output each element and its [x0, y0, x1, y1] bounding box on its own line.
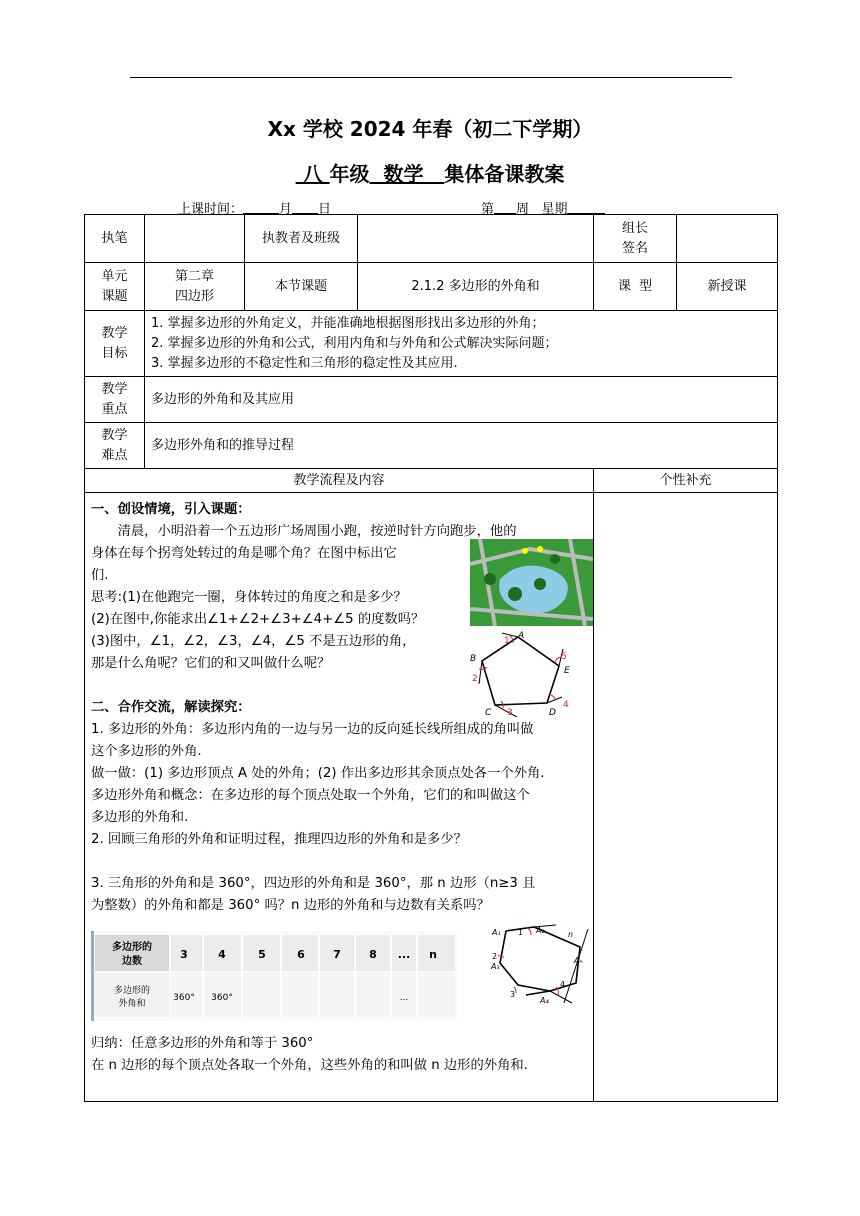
pentagon-figure	[467, 629, 582, 717]
table-row-label: 多边形的	[113, 986, 151, 996]
park-image	[470, 539, 593, 626]
teacher-class-value	[358, 215, 594, 263]
pentagon-label: 2	[472, 674, 478, 684]
header-rule	[130, 77, 732, 78]
s2-para: 这个多边形的外角.	[91, 744, 202, 759]
school-title: Xx 学校 2024 年春（初二下学期）	[267, 117, 593, 141]
s2-para: 做一做：(1) 多边形顶点 A 处的外角；(2) 作出多边形其余顶点处各一个外角.	[91, 766, 545, 781]
ngon-label: A₄	[540, 996, 549, 1005]
section2-title: 二、合作交流，解读探究：	[91, 700, 251, 715]
s2-para: 多边形的外角和.	[91, 810, 189, 825]
ngon-label: 1	[518, 928, 524, 937]
leader-sign-label: 组长 签名	[594, 215, 677, 263]
goal-item: 3. 掌握多边形的不稳定性和三角形的稳定性及其应用.	[151, 355, 458, 371]
leader-sign-value	[677, 215, 778, 263]
ngon-label: 4	[560, 980, 566, 989]
pentagon-label: 4	[563, 700, 569, 710]
s1-question: (3)图中，∠1，∠2，∠3，∠4，∠5 不是五边形的角，	[91, 634, 416, 649]
summary-line: 归纳：任意多边形的外角和等于 360°	[91, 1036, 314, 1051]
table-col: n	[429, 948, 437, 961]
table-header-label: 多边形的	[112, 942, 152, 953]
personal-content	[594, 493, 778, 1102]
unit-label: 单元 课题	[85, 263, 145, 311]
table-col: 4	[218, 948, 226, 961]
ngon-label: A₂	[536, 926, 545, 935]
ngon-label: A₁	[492, 928, 501, 937]
plan-title	[0, 158, 860, 187]
type-label: 课 型	[594, 263, 677, 311]
pentagon-label: C	[485, 708, 492, 717]
grade: 八	[302, 162, 323, 186]
writer-label: 执笔	[85, 215, 145, 263]
table-col: 8	[369, 948, 377, 961]
s2-para: 3. 三角形的外角和是 360°，四边形的外角和是 360°，那 n 边形（n≥3 且	[91, 876, 536, 891]
s1-para: 清晨，小明沿着一个五边形广场周围小跑，按逆时针方向跑步，他的	[117, 524, 517, 539]
table-col: 5	[258, 948, 266, 961]
goal-item: 2. 掌握多边形的外角和公式，利用内角和与外角和公式解决实际问题；	[151, 335, 558, 351]
goal-item: 1. 掌握多边形的外角定义，并能准确地根据图形找出多边形的外角；	[151, 315, 545, 331]
table-cell: 360°	[211, 993, 233, 1003]
table-header-label: 边数	[122, 956, 142, 967]
doc-type: 集体备课教案	[444, 162, 565, 186]
pentagon-label: D	[549, 708, 556, 717]
table-cell: ...	[399, 993, 409, 1003]
subject: 数学	[383, 162, 424, 186]
focus-value: 多边形的外角和及其应用	[145, 377, 778, 423]
teacher-class-label: 执教者及班级	[245, 215, 358, 263]
process-content	[85, 493, 594, 1102]
pentagon-label: B	[470, 654, 477, 664]
s2-para: 1. 多边形的外角：多边形内角的一边与另一边的反向延长线所组成的角叫做	[91, 722, 534, 737]
topic-label: 本节课题	[245, 263, 358, 311]
class-time: 上课时间： 月 日	[178, 202, 332, 217]
s1-para: 身体在每个拐弯处转过的角是哪个角？在图中标出它	[91, 546, 397, 561]
writer-value	[145, 215, 245, 263]
topic-value: 2.1.2 多边形的外角和	[358, 263, 594, 311]
section1-title: 一、创设情境，引入课题：	[91, 502, 251, 517]
pentagon-label: 3	[507, 708, 513, 717]
pentagon-label: A	[518, 631, 525, 641]
goals-list	[145, 311, 778, 377]
personal-header: 个性补充	[594, 469, 778, 493]
process-header: 教学流程及内容	[85, 469, 594, 493]
table-col: 6	[297, 948, 305, 961]
table-row-label: 外角和	[118, 999, 146, 1009]
ngon-label: Aₙ	[574, 956, 583, 965]
unit-value: 第二章 四边形	[145, 263, 245, 311]
edge-count-table	[91, 931, 457, 1021]
s1-question: (2)在图中,你能求出∠1+∠2+∠3+∠4+∠5 的度数吗？	[91, 612, 425, 627]
table-col: 7	[333, 948, 341, 961]
pentagon-label: 5	[561, 652, 567, 662]
ngon-figure	[476, 921, 592, 1005]
ngon-label: A₃	[491, 962, 500, 971]
focus-label: 教学 重点	[85, 377, 145, 423]
difficulty-label: 教学 难点	[85, 423, 145, 469]
pentagon-label: E	[564, 666, 570, 676]
s2-para: 2. 回顾三角形的外角和证明过程，推理四边形的外角和是多少？	[91, 832, 467, 847]
ngon-label: 3	[510, 990, 516, 999]
s1-question: 那是什么角呢？它们的和又叫做什么呢？	[91, 656, 331, 671]
goals-label: 教学 目标	[85, 311, 145, 377]
s2-para: 为整数）的外角和都是 360° 吗？n 边形的外角和与边数有关系吗？	[91, 898, 490, 913]
type-value: 新授课	[677, 263, 778, 311]
table-cell: 360°	[173, 993, 195, 1003]
table-col: 3	[180, 948, 188, 961]
ngon-label: 2	[492, 952, 498, 961]
ngon-label: n	[568, 930, 574, 939]
s2-para: 多边形外角和概念：在多边形的每个顶点处取一个外角，它们的和叫做这个	[91, 788, 530, 803]
pentagon-label: 1	[504, 636, 510, 646]
grade-suffix: 年级	[329, 162, 370, 186]
table-col: ...	[397, 948, 411, 961]
class-week: 第 周 星期	[481, 198, 605, 217]
s1-question: 思考:(1)在他跑完一圈，身体转过的角度之和是多少？	[91, 590, 407, 605]
summary-line: 在 n 边形的每个顶点处各取一个外角，这些外角的和叫做 n 边形的外角和.	[91, 1058, 528, 1073]
lesson-plan-table	[84, 214, 778, 1102]
difficulty-value: 多边形外角和的推导过程	[145, 423, 778, 469]
s1-para: 们.	[91, 568, 109, 583]
